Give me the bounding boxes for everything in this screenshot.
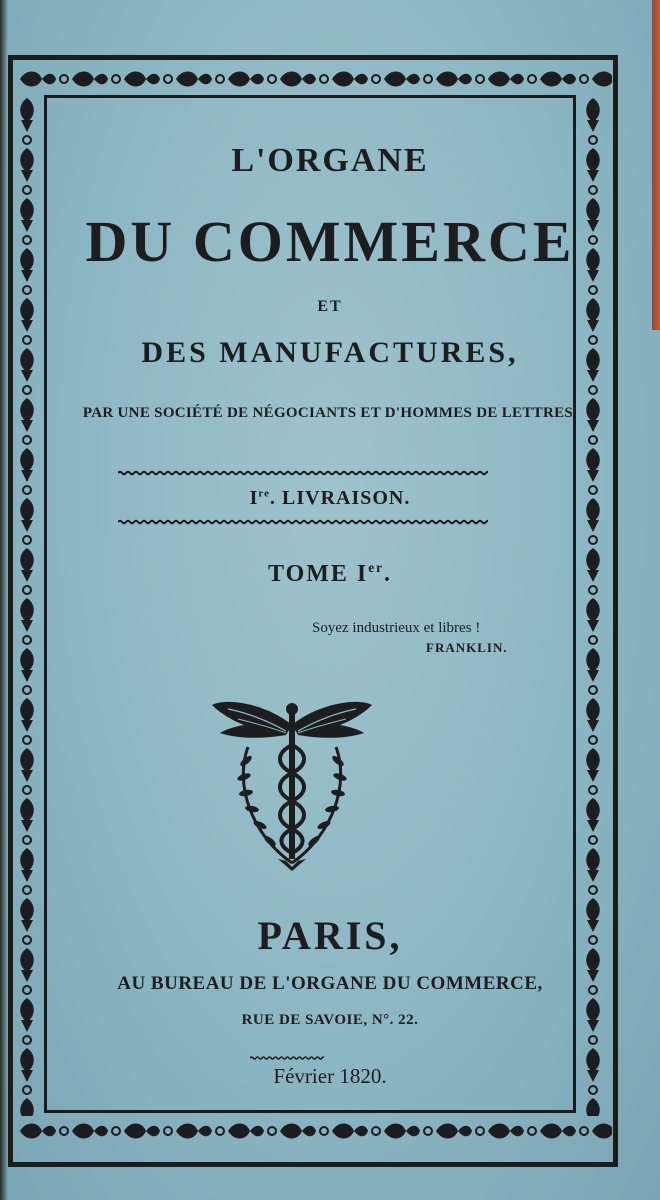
imprint-address: RUE DE SAVOIE, N°. 22. <box>241 1012 419 1028</box>
livraison-number: I <box>249 487 259 509</box>
winged-caduceus-wreath-icon <box>208 695 376 880</box>
wavy-rule-top <box>118 470 488 476</box>
livraison-line <box>0 487 660 510</box>
title-line-1: L'ORGANE <box>231 142 429 179</box>
imprint-date: Février 1820. <box>273 1064 387 1088</box>
tome-line <box>0 560 660 588</box>
tome-ordinal: er <box>368 560 384 575</box>
epigraph-quote: Soyez industrieux et libres ! <box>312 620 481 636</box>
title-line-4: DES MANUFACTURES, <box>141 336 519 369</box>
top-ornament-band <box>16 64 612 94</box>
ornament-border-icon <box>16 1116 612 1146</box>
imprint-publisher: AU BUREAU DE L'ORGANE DU COMMERCE, <box>117 973 543 994</box>
small-wavy-rule <box>250 1055 324 1060</box>
ornament-border-icon <box>16 64 612 94</box>
imprint-city: PARIS, <box>257 913 403 958</box>
wavy-rule-bottom <box>118 519 488 525</box>
bottom-ornament-band <box>16 1116 612 1146</box>
livraison-ordinal: re <box>258 487 270 500</box>
title-line-2: DU COMMERCE <box>85 209 575 274</box>
epigraph-author: FRANKLIN. <box>426 640 508 655</box>
tome-period: . <box>383 561 392 587</box>
title-line-3: ET <box>317 298 343 315</box>
tome-number: TOME I <box>268 561 369 587</box>
livraison-label: . LIVRAISON. <box>270 487 411 509</box>
subtitle: PAR UNE SOCIÉTÉ DE NÉGOCIANTS ET D'HOMMES DE LETTRES. <box>82 405 578 421</box>
